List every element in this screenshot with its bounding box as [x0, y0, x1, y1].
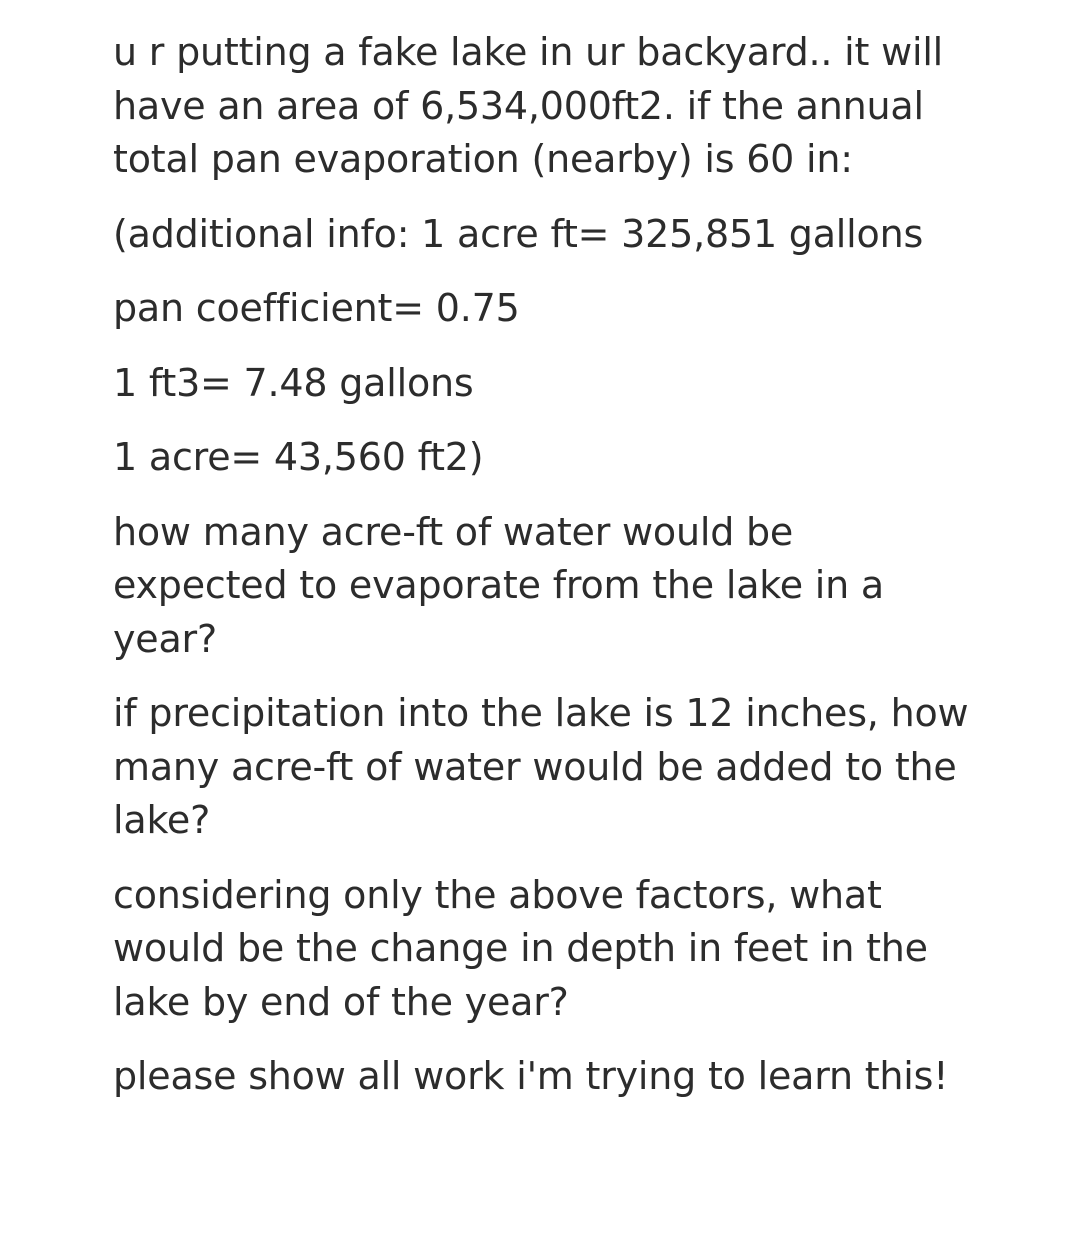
acre-conversion-line: 1 acre= 43,560 ft2) — [113, 435, 484, 479]
pan-coefficient-line: pan coefficient= 0.75 — [113, 286, 520, 330]
precipitation-question: if precipitation into the lake is 12 inches, how many acre-ft of water would be added to the lake? — [113, 691, 969, 842]
additional-info-line: (additional info: 1 acre ft= 325,851 gallons — [113, 211, 924, 256]
question-text-block — [113, 26, 973, 1104]
depth-change-question: considering only the above factors, what would be the change in depth in feet in the lake by end of the year? — [113, 872, 928, 1024]
intro-paragraph: u r putting a fake lake in ur backyard.. it will have an area of 6,534,000ft2. if the annual total pan evaporation (nearby) is 60 in: — [113, 30, 944, 181]
evaporation-question: how many acre-ft of water would be expected to evaporate from the lake in a year? — [113, 509, 885, 661]
cubic-foot-conversion-line: 1 ft3= 7.48 gallons — [113, 360, 474, 405]
show-work-request: please show all work i'm trying to learn this! — [113, 1054, 949, 1098]
